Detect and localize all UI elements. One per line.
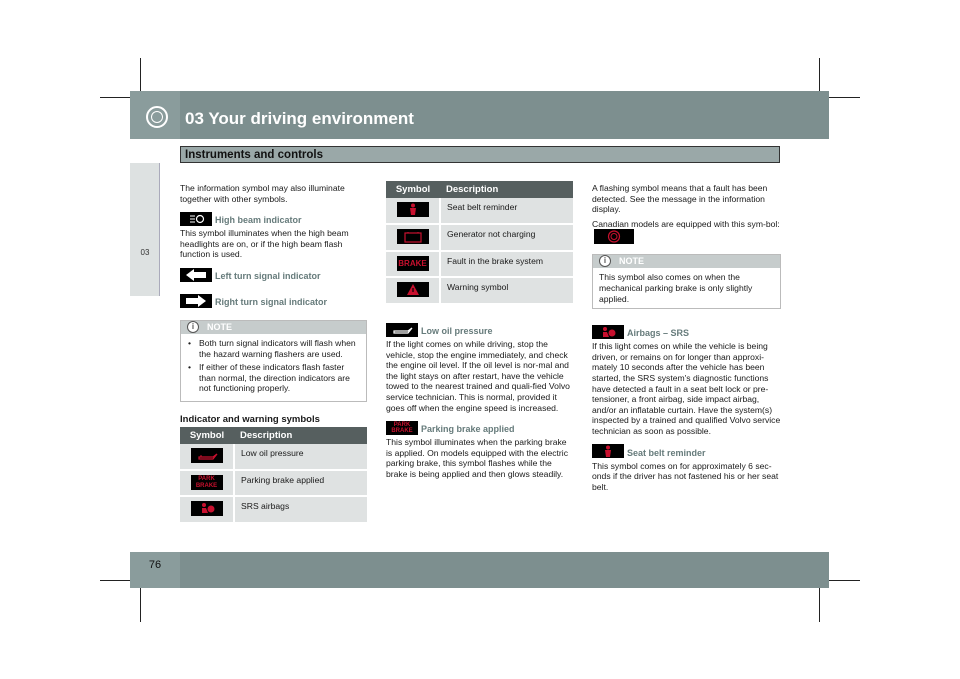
park-brake-icon-line2: BRAKE <box>195 482 218 489</box>
table-cell: Low oil pressure <box>234 444 367 470</box>
right-turn-heading-row <box>180 292 367 310</box>
table-row <box>386 198 573 224</box>
table-row <box>386 251 573 277</box>
note-bullet: • Both turn signal indicators will flash when the hazard warning flashers are used. <box>185 338 362 359</box>
right-turn-heading: Right turn signal indicator <box>215 296 327 307</box>
high-beam-icon <box>180 212 212 226</box>
park-brake-icon-line1: PARK <box>393 421 411 428</box>
table-row <box>180 470 367 496</box>
right-arrow-icon <box>180 294 212 308</box>
table-row <box>180 496 367 523</box>
steering-wheel-hub <box>151 111 163 123</box>
park-heading-row <box>386 419 573 437</box>
info-icon: i <box>599 255 611 267</box>
seat-belt-icon <box>592 444 624 458</box>
brake-icon: BRAKE <box>397 256 429 271</box>
left-turn-heading: Left turn signal indicator <box>215 270 321 281</box>
column-1 <box>180 183 367 524</box>
canada-text <box>592 219 781 245</box>
oil-can-icon <box>191 448 223 463</box>
note-header <box>593 255 780 268</box>
page-number: 76 <box>148 559 162 571</box>
table-cell: Fault in the brake system <box>440 251 573 277</box>
airbag-heading: Airbags – SRS <box>627 328 690 339</box>
section-title: Instruments and controls <box>180 146 780 163</box>
table-cell: Seat belt reminder <box>440 198 573 224</box>
park-brake-icon <box>386 421 418 435</box>
high-beam-text: This symbol illuminates when the high beam headlights are on, or if the high beam flash function is used. <box>180 228 349 260</box>
note-header <box>181 321 366 334</box>
battery-icon <box>397 229 429 244</box>
oil-can-icon <box>386 323 418 337</box>
canada-text-span: Canadian models are equipped with this sym-bol: <box>592 218 780 229</box>
description-column-header: Description <box>234 427 367 444</box>
belt-text: This symbol comes on for approximately 6 sec-onds if the driver has not fastened his or her seat belt. <box>592 460 779 492</box>
airbag-text: If this light comes on while the vehicle is being driven, or remains on for longer than approxi-mately 10 seconds after the vehicle has been started, the SRS system's diagnostic functions have detected a fault in a seat belt lock or pre-tensioner, a front airbag, side impact airbag, and/or an inflatable curtain. Have the system(s) inspected by a trained and qualified Volvo service technician as soon as possible. <box>592 341 781 436</box>
symbols-table-2 <box>386 181 573 305</box>
note-bullet: • If either of these indicators flash faster than normal, the direction indicators are not functioning properly. <box>185 362 362 394</box>
oil-heading: Low oil pressure <box>421 326 493 336</box>
table-cell: Warning symbol <box>440 277 573 304</box>
belt-heading: Seat belt reminder <box>627 447 706 458</box>
parking-circle-icon <box>594 229 634 244</box>
left-turn-heading-row <box>180 266 367 284</box>
warning-triangle-icon <box>397 282 429 297</box>
symbol-column-header: Symbol <box>386 181 440 198</box>
info-icon: i <box>187 321 199 333</box>
airbag-heading-row <box>592 323 781 341</box>
park-brake-icon-line1: PARK <box>198 475 215 482</box>
chapter-tab-number: 03 <box>140 248 150 257</box>
note-list <box>181 334 366 394</box>
airbag-icon <box>592 325 624 339</box>
park-text: This symbol illuminates when the parking brake is applied. On models equipped with the electric parking brake, this symbol flashes while the brake is being applied and then glows steadily. <box>386 437 569 479</box>
table-heading: Indicator and warning symbols <box>180 413 320 425</box>
table-row <box>386 224 573 251</box>
intro-text: The information symbol may also illuminate together with other symbols. <box>180 183 345 204</box>
chapter-tab <box>130 163 160 296</box>
table-header-row <box>386 181 573 198</box>
park-brake-icon <box>191 475 223 490</box>
chapter-title: 03 Your driving environment <box>185 109 414 128</box>
high-beam-heading-row <box>180 210 367 228</box>
symbol-column-header: Symbol <box>180 427 234 444</box>
note-box <box>592 254 781 309</box>
footer-band <box>130 552 829 588</box>
table-row <box>386 277 573 304</box>
symbols-table-1 <box>180 427 367 524</box>
note-box <box>180 320 367 402</box>
oil-text: If the light comes on while driving, stop the vehicle, stop the engine immediately, and check the engine oil level. If the oil level is nor-mal and the light stays on after restart, have the vehicle towed to the nearest trained and quali-fied Volvo service technician. This is normal, provided it goes off when the engine speed is increased. <box>386 339 570 413</box>
note-text: This symbol also comes on when the mechanical parking brake is only slightly applied. <box>599 272 753 304</box>
high-beam-heading: High beam indicator <box>215 215 302 226</box>
table-header-row <box>180 427 367 444</box>
oil-heading-row <box>386 321 573 339</box>
column-3 <box>592 183 781 492</box>
left-arrow-icon <box>180 268 212 282</box>
park-brake-icon-line2: BRAKE <box>391 428 413 435</box>
column-2 <box>386 181 573 480</box>
belt-heading-row <box>592 443 781 461</box>
description-column-header: Description <box>440 181 573 198</box>
flash-text: A flashing symbol means that a fault has been detected. See the message in the information display. <box>592 183 768 215</box>
table-row <box>180 444 367 470</box>
table-cell: Generator not charging <box>440 224 573 251</box>
park-heading: Parking brake applied <box>421 424 515 435</box>
note-label: NOTE <box>619 256 645 267</box>
table-cell: Parking brake applied <box>234 470 367 496</box>
note-label: NOTE <box>207 321 233 332</box>
table-cell: SRS airbags <box>234 496 367 523</box>
seat-belt-icon <box>397 202 429 217</box>
airbag-icon <box>191 501 223 516</box>
